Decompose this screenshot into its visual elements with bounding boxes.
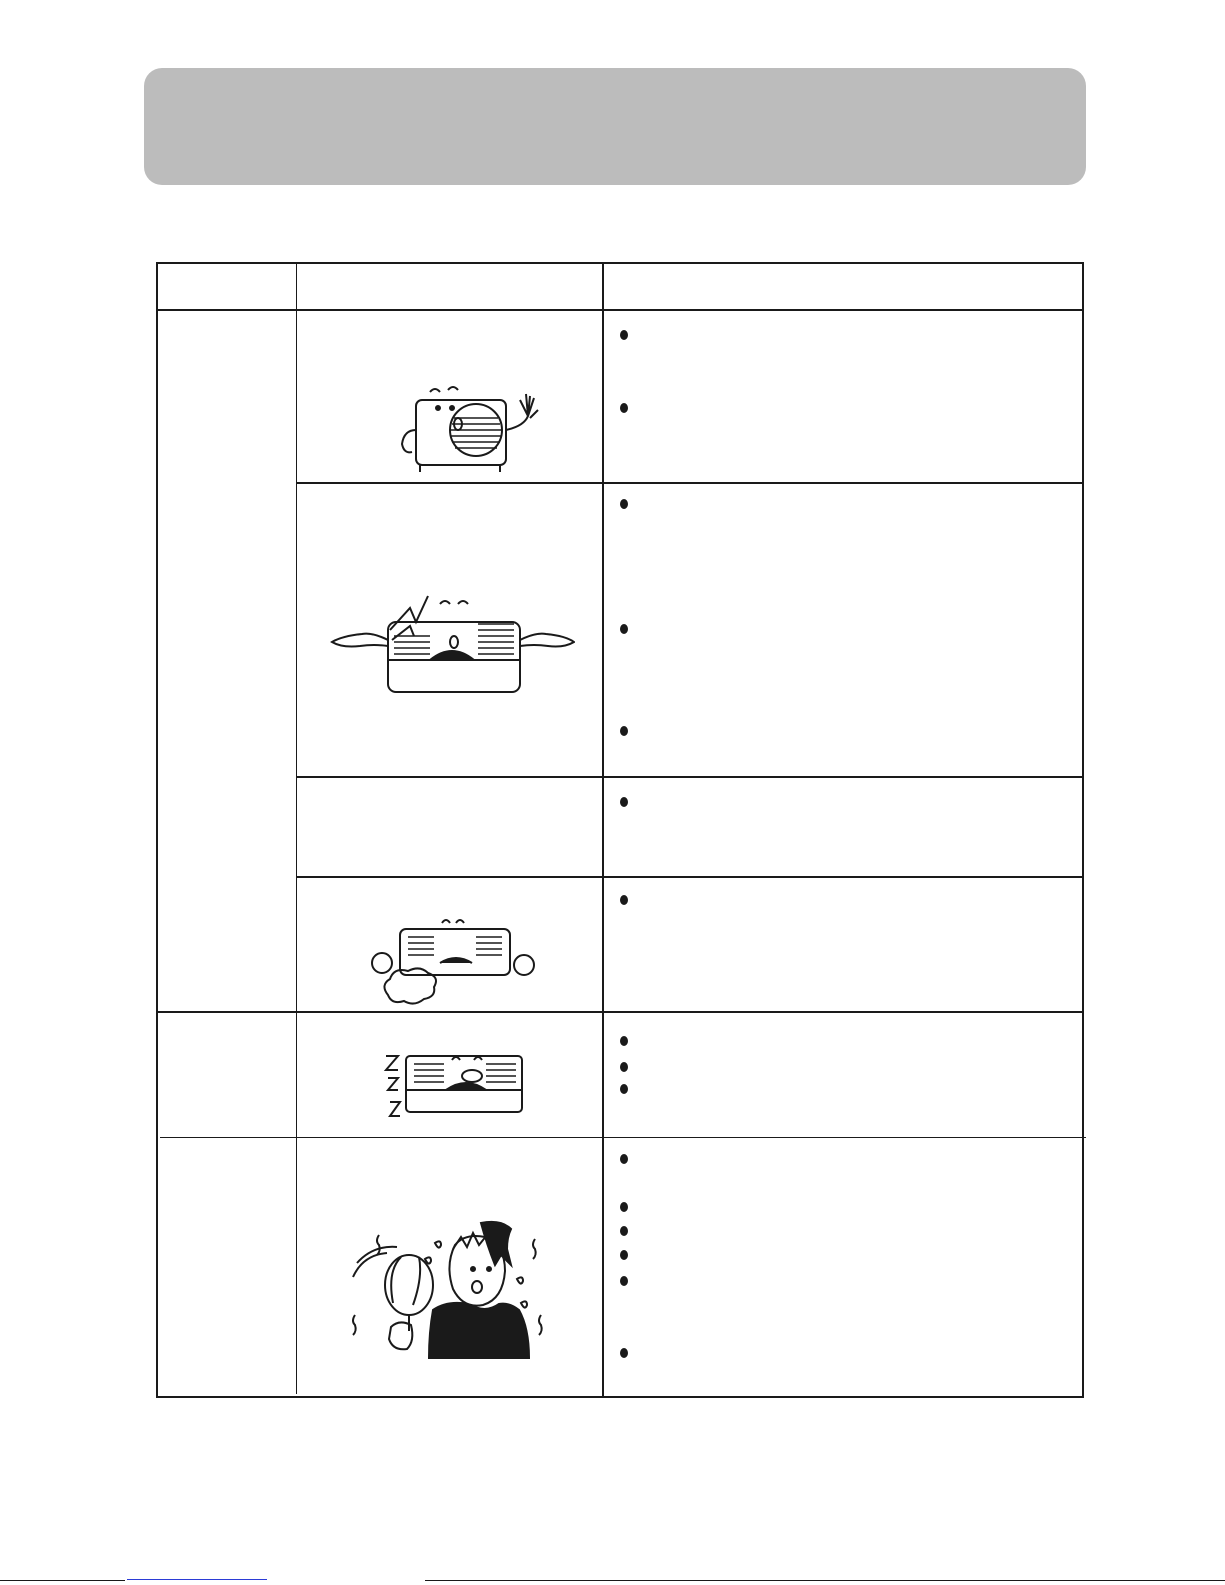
row-rule (296, 776, 1084, 778)
list-bullet (620, 1154, 628, 1164)
list-bullet (620, 330, 628, 340)
list-bullet (620, 1084, 628, 1094)
list-bullet (620, 1226, 628, 1236)
column-divider (602, 262, 604, 1398)
list-bullet (620, 624, 628, 634)
list-bullet (620, 1276, 628, 1286)
group-rule (160, 1137, 1086, 1138)
column-divider (296, 262, 297, 1394)
table-left-border (156, 262, 158, 1398)
list-bullet (620, 1036, 628, 1046)
table-right-border (1082, 262, 1084, 1398)
list-bullet (620, 895, 628, 905)
unit-raising-hand-illustration (390, 380, 565, 475)
footer-link-underline[interactable] (127, 1579, 267, 1580)
person-sweating-with-fan-illustration (345, 1215, 555, 1360)
list-bullet (620, 403, 628, 413)
list-bullet (620, 1062, 628, 1072)
list-bullet (620, 797, 628, 807)
unit-cracking-noise-illustration (330, 590, 575, 695)
footer-rule-right (425, 1580, 1225, 1581)
footer-rule-left (0, 1580, 125, 1581)
list-bullet (620, 726, 628, 736)
page-header-band (144, 68, 1086, 185)
row-rule (296, 876, 1084, 878)
row-rule (296, 482, 1084, 484)
unit-blowing-mist-illustration (368, 915, 538, 1005)
table-bottom-rule (156, 1396, 1084, 1398)
list-bullet (620, 1348, 628, 1358)
list-bullet (620, 499, 628, 509)
unit-sleeping-illustration (382, 1050, 527, 1122)
list-bullet (620, 1202, 628, 1212)
list-bullet (620, 1250, 628, 1260)
